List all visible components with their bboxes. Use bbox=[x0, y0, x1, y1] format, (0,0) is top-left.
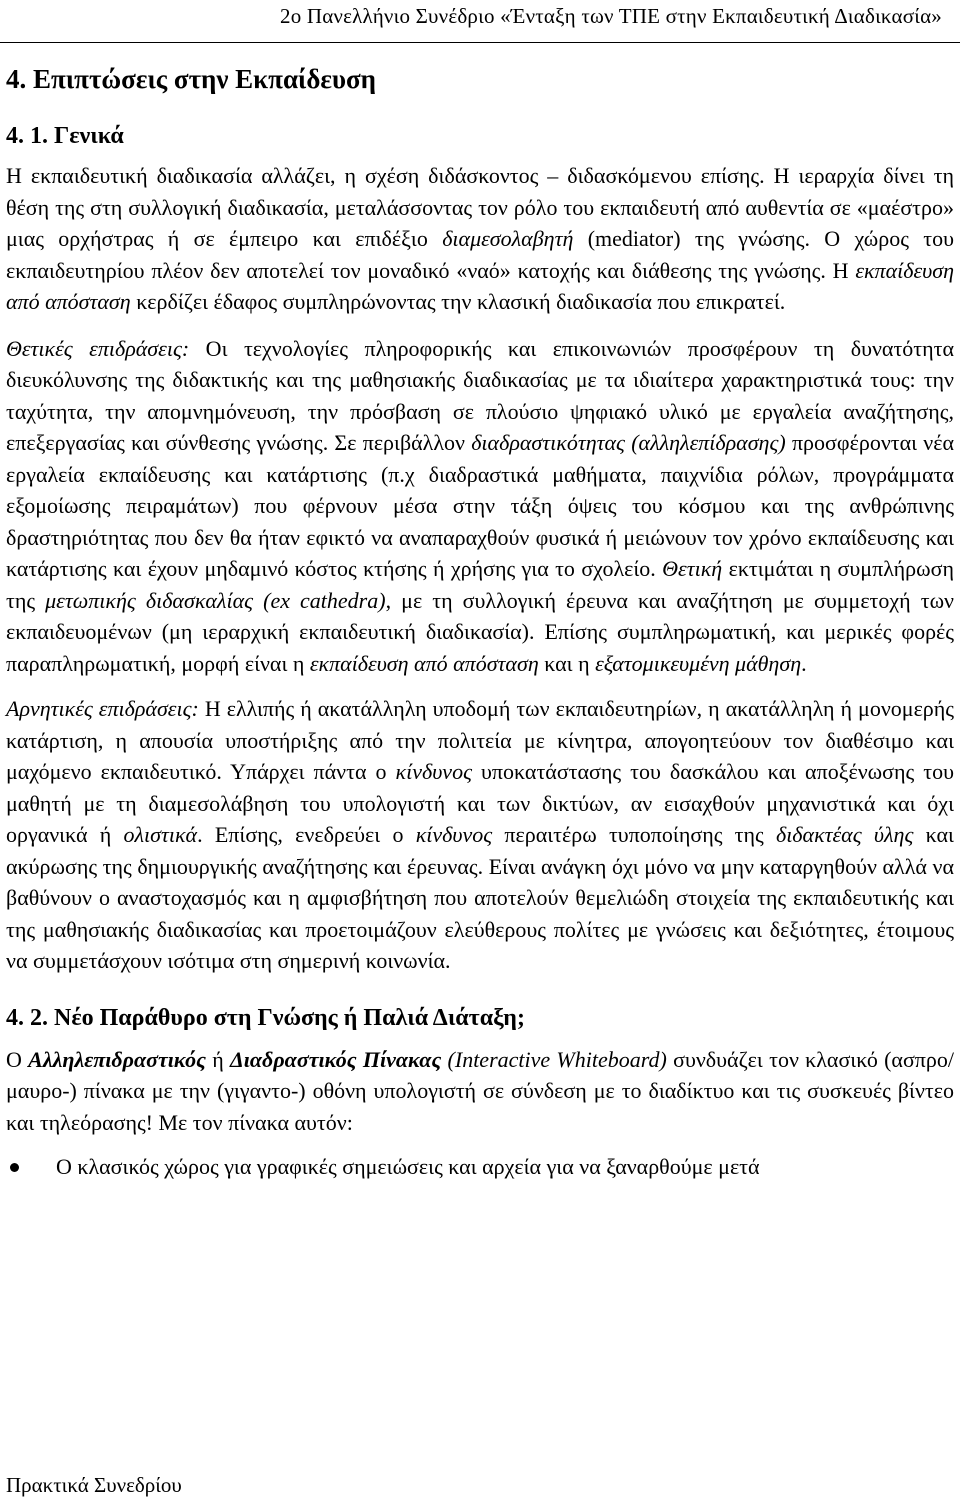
text-run: ή bbox=[205, 1046, 230, 1072]
positive-effects-label: Θετικές επιδράσεις: bbox=[6, 335, 190, 361]
text-run: Η εκπαιδευτική διαδικασία αλλάζει, η σχέση διδάσκοντος – διδασκόμενου επίσης. Η ιεραρχία δίνει τη θέση της στη συλλογική διαδικασία, μεταλάσσοντας τον ρόλο του εκπαιδευτή από αυθεντία σε «μαέστρο» μιας ορχήστρας ή σε έμπειρο και επιδέξιο bbox=[6, 163, 954, 251]
italic-term: εκπαίδευση από απόσταση bbox=[6, 257, 954, 314]
bold-italic-term: Αλληλεπιδραστικός bbox=[28, 1046, 206, 1072]
italic-term: διδακτέας ύλης bbox=[775, 822, 914, 847]
text-run: συνδυάζει τον κλασικό (ασπρο/μαυρο-) πίνακα με την (γιγαντο-) οθόνη υπολογιστή σε σύνδεση με το διαδίκτυο και τις συσκευές βίντεο και τηλεόρασης! Με τον πίνακα αυτόν: bbox=[6, 1046, 955, 1135]
italic-term: κίνδυνος bbox=[415, 822, 493, 847]
italic-term: Θετική bbox=[662, 556, 723, 581]
text-run: περαιτέρω τυποποίησης της bbox=[492, 822, 776, 847]
paragraph-negative-effects bbox=[6, 693, 954, 977]
page-footer: Πρακτικά Συνεδρίου bbox=[6, 1473, 182, 1497]
bullet-list bbox=[6, 1151, 954, 1183]
subsection-title-general: 4. 1. Γενικά bbox=[6, 123, 124, 149]
page-header bbox=[0, 0, 960, 43]
paragraph-intro bbox=[6, 160, 954, 318]
text-run: Οι τεχνολογίες πληροφορικής και επικοινωνιών προσφέρουν τη δυνατότητα διευκόλυνσης της διδακτικής και της μαθησιακής διαδικασίας με τα ιδιαίτερα χαρακτηριστικά τους: την ταχύτητα, την απομνημόνευση, την πρόσβαση σε πλούσιο ψηφιακό υλικό με εργαλεία αναζήτησης, επεξεργασίας και σύνθεσης γνώσης. Σε περιβάλλον bbox=[6, 335, 955, 455]
text-run: Ο bbox=[6, 1046, 29, 1072]
italic-term: κίνδυνος bbox=[395, 759, 472, 784]
italic-term: διαμεσολαβητή bbox=[442, 226, 574, 251]
section-title: 4. Επιπτώσεις στην Εκπαίδευση bbox=[6, 64, 376, 94]
text-run: και ακύρωσης της δημιουργικής αναζήτησης και έρευνας. Είναι ανάγκη όχι μόνο να μην καταργηθούν αλλά να βαθύνουν ο αναστοχασμός και η αμφισβήτηση που αποτελούν θεμελιώδη στοιχεία της εκπαιδευτικής και της μαθησιακής διαδικασίας και προετοιμάζουν ελεύθερους πολίτες με γνώσεις και δεξιότητες, έτοιμους να συμμετάσχουν ισότιμα στη σημερινή κοινωνία. bbox=[6, 822, 954, 973]
paragraph-positive-effects bbox=[6, 333, 954, 680]
italic-term: ολιστικά bbox=[123, 822, 198, 847]
text-run: (mediator) της γνώσης. Ο χώρος του εκπαιδευτηρίου πλέον δεν αποτελεί τον μοναδικό «ναό» κατοχής και διάθεσης της γνώσης. Η bbox=[6, 226, 955, 283]
bullet-item: Ο κλασικός χώρος για γραφικές σημειώσεις και αρχεία για να ξαναρθούμε μετά bbox=[6, 1151, 954, 1183]
subsection-title-whiteboard: 4. 2. Νέο Παράθυρο στη Γνώσης ή Παλιά Διάταξη; bbox=[6, 1004, 525, 1031]
italic-term: μετωπικής διδασκαλίας (ex cathedra) bbox=[45, 587, 386, 613]
italic-term: εξατομικευμένη μάθηση bbox=[595, 650, 802, 676]
text-run: Η ελλιπής ή ακατάλληλη υποδομή των εκπαιδευτηρίων, η ακατάλληλη ή μονομερής κατάρτιση, η απουσία υποστήριξης από την πολιτεία με κίνητρα, απογοητεύουν τον διαθέσιμο και μαχόμενο εκπαιδευτικό. Υπάρχει πάντα ο bbox=[6, 696, 955, 784]
text-run: προσφέρονται νέα εργαλεία εκπαίδευσης και κατάρτισης (π.χ διαδραστικά μαθήματα, παιχνίδια ρόλων, προγράμματα εξομοίωσης πειραμάτων) που φέρνουν μέσα στην τάξη όψεις του κόσμου και της ανθρώπινης δραστηριότητας που δεν θα ήταν εφικτό να αναπαραχθούν φυσικά ή μειώνουν τον χρόνο εκπαίδευσης και κατάρτισης και έχουν μηδαμινό κόστος κτήσης ή χρήσης για το σχολείο. bbox=[6, 430, 954, 581]
text-run: και η bbox=[538, 650, 596, 676]
page-content bbox=[6, 42, 954, 1183]
italic-term: διαδραστικότητας (αλληλεπίδρασης) bbox=[471, 430, 786, 455]
italic-term: εκπαίδευση από απόσταση bbox=[309, 650, 539, 676]
negative-effects-label: Αρνητικές επιδράσεις: bbox=[6, 696, 199, 721]
text-run: . Επίσης, ενεδρεύει ο bbox=[197, 822, 416, 847]
paragraph-whiteboard bbox=[6, 1044, 954, 1139]
running-title: 2ο Πανελλήνιο Συνέδριο «Ένταξη των ΤΠΕ στην Εκπαιδευτική Διαδικασία» bbox=[280, 4, 942, 28]
italic-term: (Interactive Whiteboard) bbox=[441, 1046, 667, 1072]
bold-italic-term: Διαδραστικός Πίνακας bbox=[229, 1046, 442, 1072]
text-run: , με τη συλλογική έρευνα και αναζήτηση με συμμετοχή των εκπαιδευομένων (μη ιεραρχική εκπαιδευτική διαδικασία). Επίσης συμπληρωματική, και μερικές φορές παραπληρωματική, μορφή είναι η bbox=[6, 587, 955, 676]
text-run: . bbox=[801, 650, 807, 676]
text-run: υποκατάστασης του δασκάλου και αποξένωσης του μαθητή με τη διαμεσολάβηση του υπολογιστή και των δικτύων, αν εισαχθούν μηχανιστικά και όχι οργανικά ή bbox=[6, 759, 955, 847]
text-run: εκτιμάται η συμπλήρωση της bbox=[6, 556, 954, 613]
text-run: κερδίζει έδαφος συμπληρώνοντας την κλασική διαδικασία που επικρατεί. bbox=[130, 289, 786, 314]
